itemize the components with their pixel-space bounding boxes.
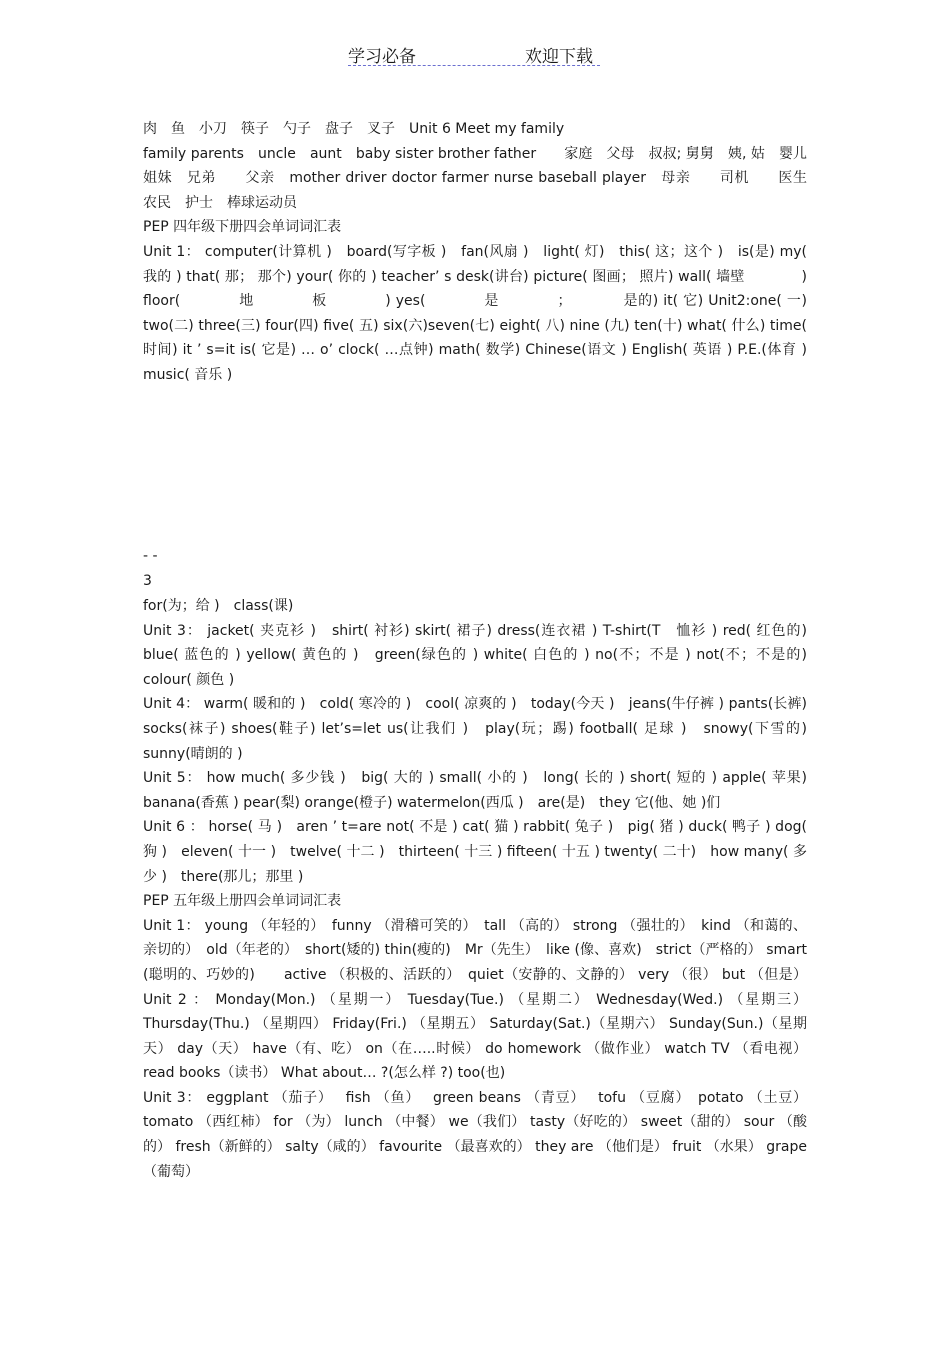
paragraph-food-unit6-heading: 肉 鱼 小刀 筷子 勺子 盘子 叉子 Unit 6 Meet my family <box>143 121 565 137</box>
page-header <box>0 40 950 70</box>
paragraph-grade4-unit5: Unit 5： how much( 多少钱 ) big( 大的 ) small( 小的 ) long( 长的 ) short( 短的 ) apple( 苹果) banana(香蕉 ) pear(梨) orange(橙子) watermelon(西瓜 ) are(是) they 它(他、她 )们 <box>143 770 807 811</box>
header-left-text: 学习必备 <box>348 47 416 67</box>
section-title-grade5-autumn: PEP 五年级上册四会单词词汇表 <box>143 893 342 910</box>
page-marker <box>143 544 158 593</box>
paragraph-grade4-unit6: Unit 6 ： horse( 马 ) aren ’ t=are not( 不是 ) cat( 猫 ) rabbit( 兔子 ) pig( 猪 ) duck( 鸭子 ) dog( 狗 ) eleven( 十一 ) twelve( 十二 ) thirteen( 十三 ) fifteen( 十五 ) twenty( 二十) how many( 多少 ) there(那儿；那里 ) <box>143 819 807 885</box>
page-marker-dashes: - - <box>143 548 158 564</box>
section-title-grade4-spring: PEP 四年级下册四会单词词汇表 <box>143 219 342 236</box>
paragraph-grade4-unit3: Unit 3： jacket( 夹克衫 ) shirt( 衬衫) skirt( 裙子) dress(连衣裙 ) T-shirt(T 恤衫 ) red( 红色的) blue( 蓝色的 ) yellow( 黄色的 ) green(绿色的 ) white( 白色的 ) no(不；不是 ) not(不；不是的) colour( 颜色 ) <box>143 622 821 688</box>
paragraph-grade5-unit1-2: Unit 1： young （年轻的） funny （滑稽可笑的） tall （高的） strong （强壮的） kind （和蔼的、亲切的） old（年老的） short(矮的) thin(瘦的) Mr（先生） like (像、喜欢) strict（严格的） smart (聪明的、巧妙的) active （积极的、活跃的） quiet（安静的、文静的） very （很） but （但是） Unit 2 ： Monday(Mon.) （星期一） Tuesday(Tue.) （星期二） Wednesday(Wed.) （星期三） Thursday(Thu.) （星期四） Friday(Fri.) （星期五） Saturday(Sat.)（星期六） Sunday(Sun.)（星期天） day（天） have（有、吃） on（在…..时候） do homework （做作业） watch TV （看电视） read books（读书） What about… ?(怎么样 ?) too(也) <box>143 917 807 1082</box>
paragraph-grade5-unit3: Unit 3： eggplant （茄子） fish （鱼） green beans （青豆） tofu （豆腐） potato （土豆） tomato （西红柿） for （为） lunch （中餐） we（我们） tasty（好吃的） sweet（甜的） sour （酸的） fresh（新鲜的） salty（咸的） favourite （最喜欢的） they are （他们是） fruit （水果） grape （葡萄） <box>143 1089 807 1180</box>
paragraph-for-class: for(为；给 ) class(课) <box>143 598 294 614</box>
header-dashed-rule <box>348 65 600 66</box>
vocab-block-top <box>143 117 821 388</box>
header-right-text: 欢迎下载 <box>525 47 593 67</box>
paragraph-grade4-unit1-2: Unit 1： computer(计算机 ) board(写字板 ) fan(风扇 ) light( 灯) this( 这；这个 ) is(是) my( 我的 ) that( 那； 那个) your( 你的 ) teacher’ s desk(讲台) picture( 图画； 照片) wall( 墙壁 ) floor( 地 板 ) yes( 是 ； 是的) it( 它) Unit2:one( 一) two(二) three(三) four(四) five( 五) six(六)seven(七) eight( 八) nine (九) ten(十) what( 什么) time( 时间) it ’ s=it is( 它是) … o’ clock( …点钟) math( 数学) Chinese(语文 ) English( 英语 ) P.E.(体育 ) music( 音乐 ) <box>143 243 807 383</box>
page-number: 3 <box>143 572 152 589</box>
vocab-block-bottom <box>143 594 821 1184</box>
paragraph-family-words: family parents uncle aunt baby sister brother father 家庭 父母 叔叔; 舅舅 姨, 姑 婴儿 姐妹 兄弟 父亲 mother driver doctor farmer nurse baseball player 母亲 司机 医生 农民 护士 棒球运动员 <box>143 145 821 211</box>
paragraph-grade4-unit4: Unit 4： warm( 暖和的 ) cold( 寒冷的 ) cool( 凉爽的 ) today(今天 ) jeans(牛仔裤 ) pants(长裤) socks(袜子) shoes(鞋子) let’s=let us(让我们 ) play(玩；踢) football( 足球 ) snowy(下雪的) sunny(晴朗的 ) <box>143 696 821 762</box>
